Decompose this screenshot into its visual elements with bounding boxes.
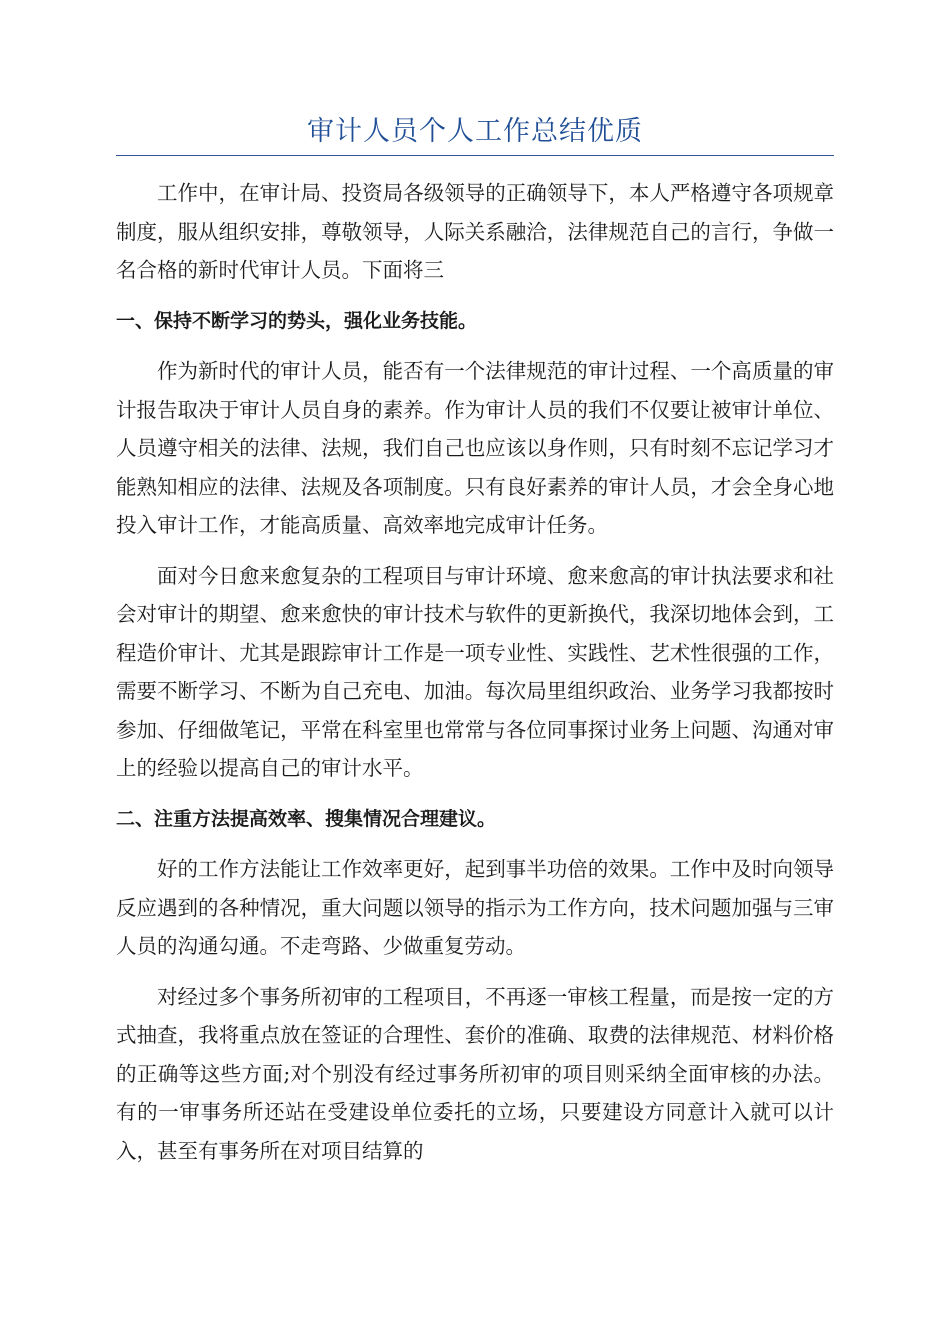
document-body (116, 174, 834, 1170)
section-heading-2: 二、注重方法提高效率、搜集情况合理建议。 (116, 807, 497, 830)
title-underline (116, 155, 834, 156)
section-heading-1: 一、保持不断学习的势头，强化业务技能。 (116, 309, 478, 332)
paragraph-intro: 工作中，在审计局、投资局各级领导的正确领导下，本人严格遵守各项规章制度，服从组织安排，尊敬领导，人际关系融洽，法律规范自己的言行，争做一名合格的新时代审计人员。下面将三 (116, 181, 834, 282)
paragraph-section1-b: 面对今日愈来愈复杂的工程项目与审计环境、愈来愈高的审计执法要求和社会对审计的期望、愈来愈快的审计技术与软件的更新换代，我深切地体会到，工程造价审计、尤其是跟踪审计工作是一项专业性、实践性、艺术性很强的工作，需要不断学习、不断为自己充电、加油。每次局里组织政治、业务学习我都按时参加、仔细做笔记，平常在科室里也常常与各位同事探讨业务上问题、沟通对审上的经验以提高自己的审计水平。 (116, 563, 834, 780)
paragraph-section2-a: 好的工作方法能让工作效率更好，起到事半功倍的效果。工作中及时向领导反应遇到的各种情况，重大问题以领导的指示为工作方向，技术问题加强与三审人员的沟通勾通。不走弯路、少做重复劳动。 (116, 857, 834, 958)
page-title: 审计人员个人工作总结优质 (307, 116, 643, 147)
paragraph-section1-a: 作为新时代的审计人员，能否有一个法律规范的审计过程、一个高质量的审计报告取决于审计人员自身的素养。作为审计人员的我们不仅要让被审计单位、人员遵守相关的法律、法规，我们自己也应该以身作则，只有时刻不忘记学习才能熟知相应的法律、法规及各项制度。只有良好素养的审计人员，才会全身心地投入审计工作，才能高质量、高效率地完成审计任务。 (116, 359, 834, 537)
paragraph-section2-b: 对经过多个事务所初审的工程项目，不再逐一审核工程量，而是按一定的方式抽查，我将重点放在签证的合理性、套价的准确、取费的法律规范、材料价格的正确等这些方面;对个别没有经过事务所初审的项目则采纳全面审核的办法。有的一审事务所还站在受建设单位委托的立场，只要建设方同意计入就可以计入，甚至有事务所在对项目结算的 (116, 984, 834, 1163)
